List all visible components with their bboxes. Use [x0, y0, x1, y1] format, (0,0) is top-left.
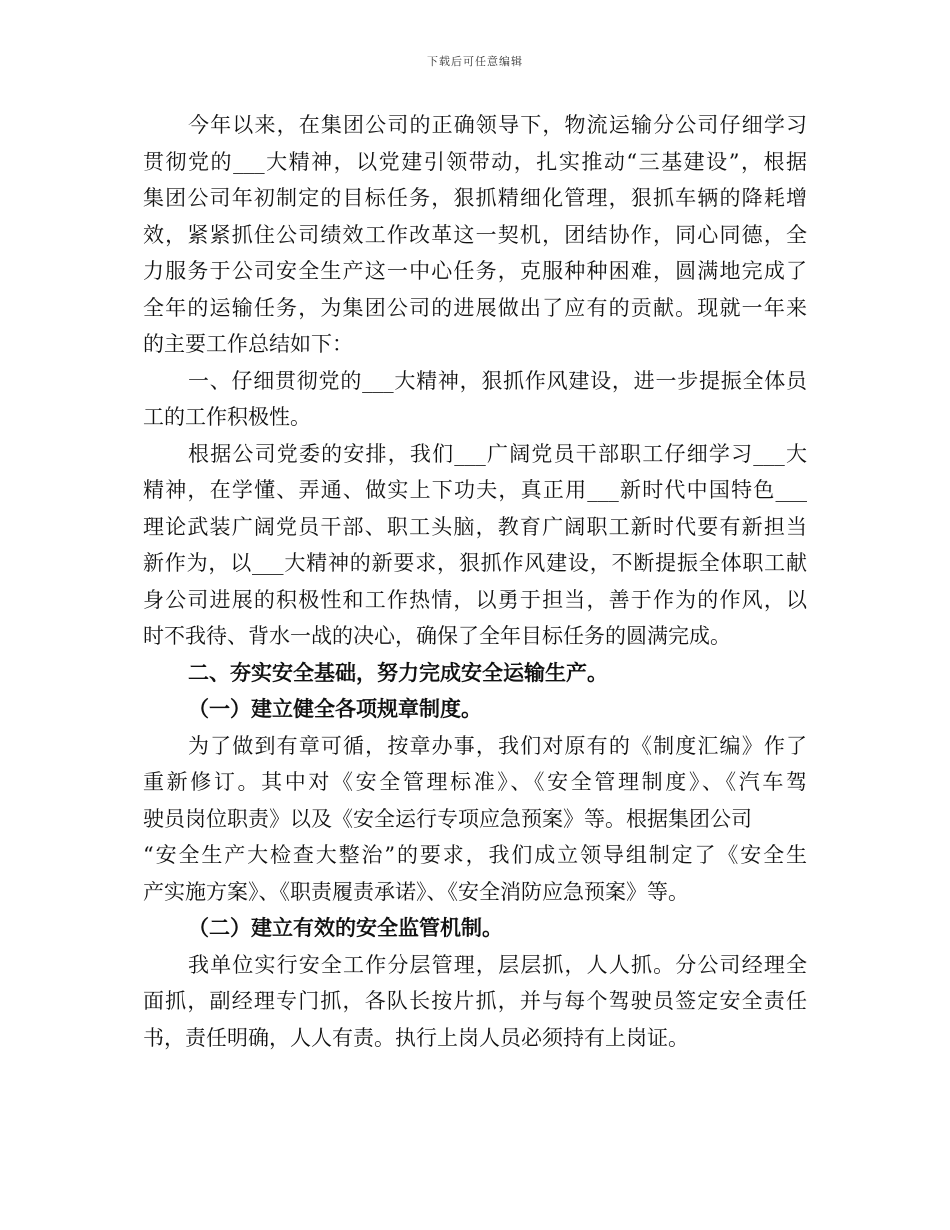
text-line: 身公司进展的积极性和工作热情，以勇于担当，善于作为的作风，以: [143, 587, 807, 612]
text-line: 的主要工作总结如下：: [143, 332, 353, 356]
paragraph-party-study: [143, 436, 807, 655]
paragraph-supervision: [143, 947, 807, 1057]
text-line: 力服务于公司安全生产这一中心任务，克服种种困难，圆满地完成了: [143, 259, 807, 283]
text-line: 工的工作积极性。: [143, 405, 311, 429]
text-line: 今年以来，在集团公司的正确领导下，物流运输分公司仔细学习: [188, 113, 807, 137]
text-line: 为了做到有章可循，按章办事，我们对原有的《制度汇编》作了: [188, 733, 807, 758]
text-line: “安全生产大检查大整治”的要求，我们成立领导组制定了《安全生: [143, 843, 807, 867]
text-line: 我单位实行安全工作分层管理，层层抓，人人抓。分公司经理全: [188, 952, 807, 977]
document-body: [143, 107, 807, 1056]
text-line: 根据公司党委的安排，我们___广阔党员干部职工仔细学习___大: [188, 441, 807, 466]
text-line: 面抓，副经理专门抓，各队长按片抓，并与每个驾驶员签定安全责任: [143, 989, 807, 1013]
text-line: 一、仔细贯彻党的___大精神，狠抓作风建设，进一步提振全体员: [188, 368, 807, 393]
text-line: 贯彻党的___大精神，以党建引领带动，扎实推动“三基建设”，根据: [143, 149, 807, 174]
text-line: 书，责任明确，人人有责。执行上岗人员必须持有上岗证。: [143, 1025, 689, 1050]
text-line: 驶员岗位职责》以及《安全运行专项应急预案》等。根据集团公司: [143, 806, 752, 831]
text-line: 全年的运输任务，为集团公司的进展做出了应有的贡献。现就一年来: [143, 295, 807, 320]
text-line: 集团公司年初制定的目标任务，狠抓精细化管理，狠抓车辆的降耗增: [143, 186, 807, 210]
paragraph-intro: [143, 107, 807, 363]
subheading-rules: （一）建立健全各项规章制度。: [188, 697, 482, 721]
text-line: 效，紧紧抓住公司绩效工作改革这一契机，团结协作，同心同德，全: [143, 222, 807, 247]
page-header: 下载后可任意编辑: [427, 55, 523, 68]
paragraph-rules: [143, 728, 807, 911]
subheading-supervision: （二）建立有效的安全监管机制。: [188, 916, 503, 940]
section-heading-two: 二、夯实安全基础，努力完成安全运输生产。: [188, 660, 608, 685]
text-line: 时不我待、背水一战的决心，确保了全年目标任务的圆满完成。: [143, 624, 731, 648]
section-heading-one: [143, 363, 807, 436]
text-line: 重新修订。其中对《安全管理标准》、《安全管理制度》、《汽车驾: [143, 770, 807, 794]
text-line: 精神，在学懂、弄通、做实上下功夫，真正用___新时代中国特色___: [143, 478, 807, 502]
text-line: 新作为，以___大精神的新要求，狠抓作风建设，不断提振全体职工献: [143, 551, 807, 575]
text-line: 产实施方案》、《职责履责承诺》、《安全消防应急预案》等。: [143, 879, 689, 904]
text-line: 理论武装广阔党员干部、职工头脑，教育广阔职工新时代要有新担当: [143, 514, 807, 539]
